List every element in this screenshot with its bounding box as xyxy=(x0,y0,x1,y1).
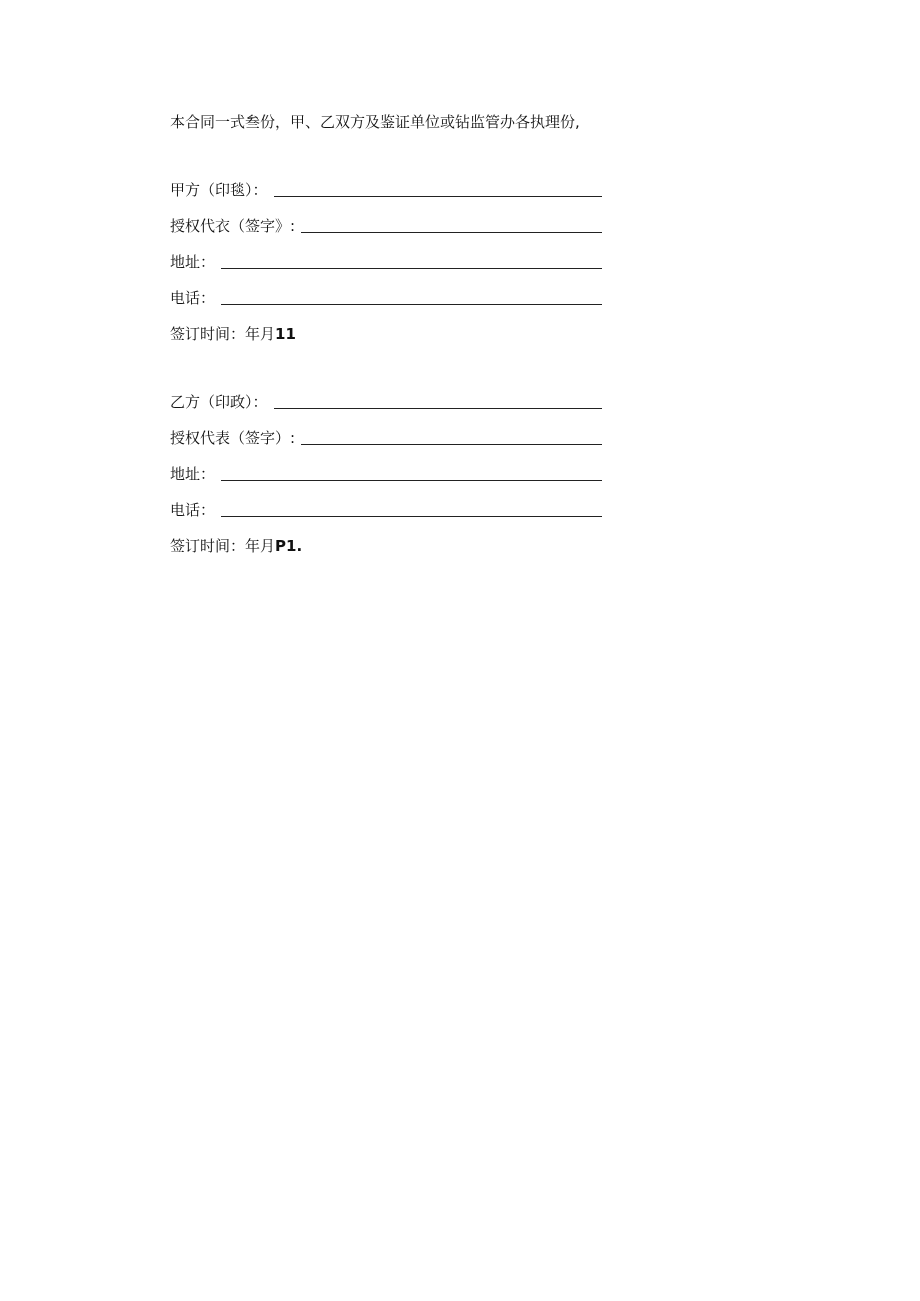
party-b-address-blank[interactable] xyxy=(221,465,602,481)
party-a-date-label: 签订时间：年月 xyxy=(170,325,276,343)
party-a-phone-blank[interactable] xyxy=(221,289,602,305)
intro-paragraph: 本合同一式叁份，甲、乙双方及鉴证单位或钻监管办各执理份, xyxy=(170,113,580,131)
party-b-address-field xyxy=(170,464,602,484)
party-a-date-value: 11 xyxy=(275,325,296,343)
party-b-phone-blank[interactable] xyxy=(221,501,602,517)
party-a-seal-blank[interactable] xyxy=(274,181,602,197)
party-b-date-value: P1. xyxy=(275,537,303,555)
party-a-address-field xyxy=(170,252,602,272)
party-b-date-label: 签订时间：年月 xyxy=(170,537,276,555)
party-b-rep-blank[interactable] xyxy=(301,429,602,445)
party-a-rep-field xyxy=(170,216,602,236)
party-b-address-label: 地址： xyxy=(170,465,216,483)
party-a-seal-label: 甲方（印毯）： xyxy=(170,181,268,199)
party-b-seal-field xyxy=(170,392,602,412)
party-a-phone-label: 电话： xyxy=(170,289,216,307)
party-a-seal-field xyxy=(170,180,602,200)
party-a-address-label: 地址： xyxy=(170,253,216,271)
party-b-phone-field xyxy=(170,500,602,520)
party-b-seal-label: 乙方（印政）： xyxy=(170,393,268,411)
party-a-phone-field xyxy=(170,288,602,308)
party-b-date xyxy=(170,536,302,556)
party-b-rep-label: 授权代表（签字）: xyxy=(170,429,296,447)
party-a-rep-blank[interactable] xyxy=(301,217,602,233)
party-a-address-blank[interactable] xyxy=(221,253,602,269)
party-b-phone-label: 电话： xyxy=(170,501,216,519)
party-a-date xyxy=(170,324,296,344)
party-a-rep-label: 授权代衣（签字》: xyxy=(170,217,296,235)
party-b-seal-blank[interactable] xyxy=(274,393,602,409)
party-b-rep-field xyxy=(170,428,602,448)
